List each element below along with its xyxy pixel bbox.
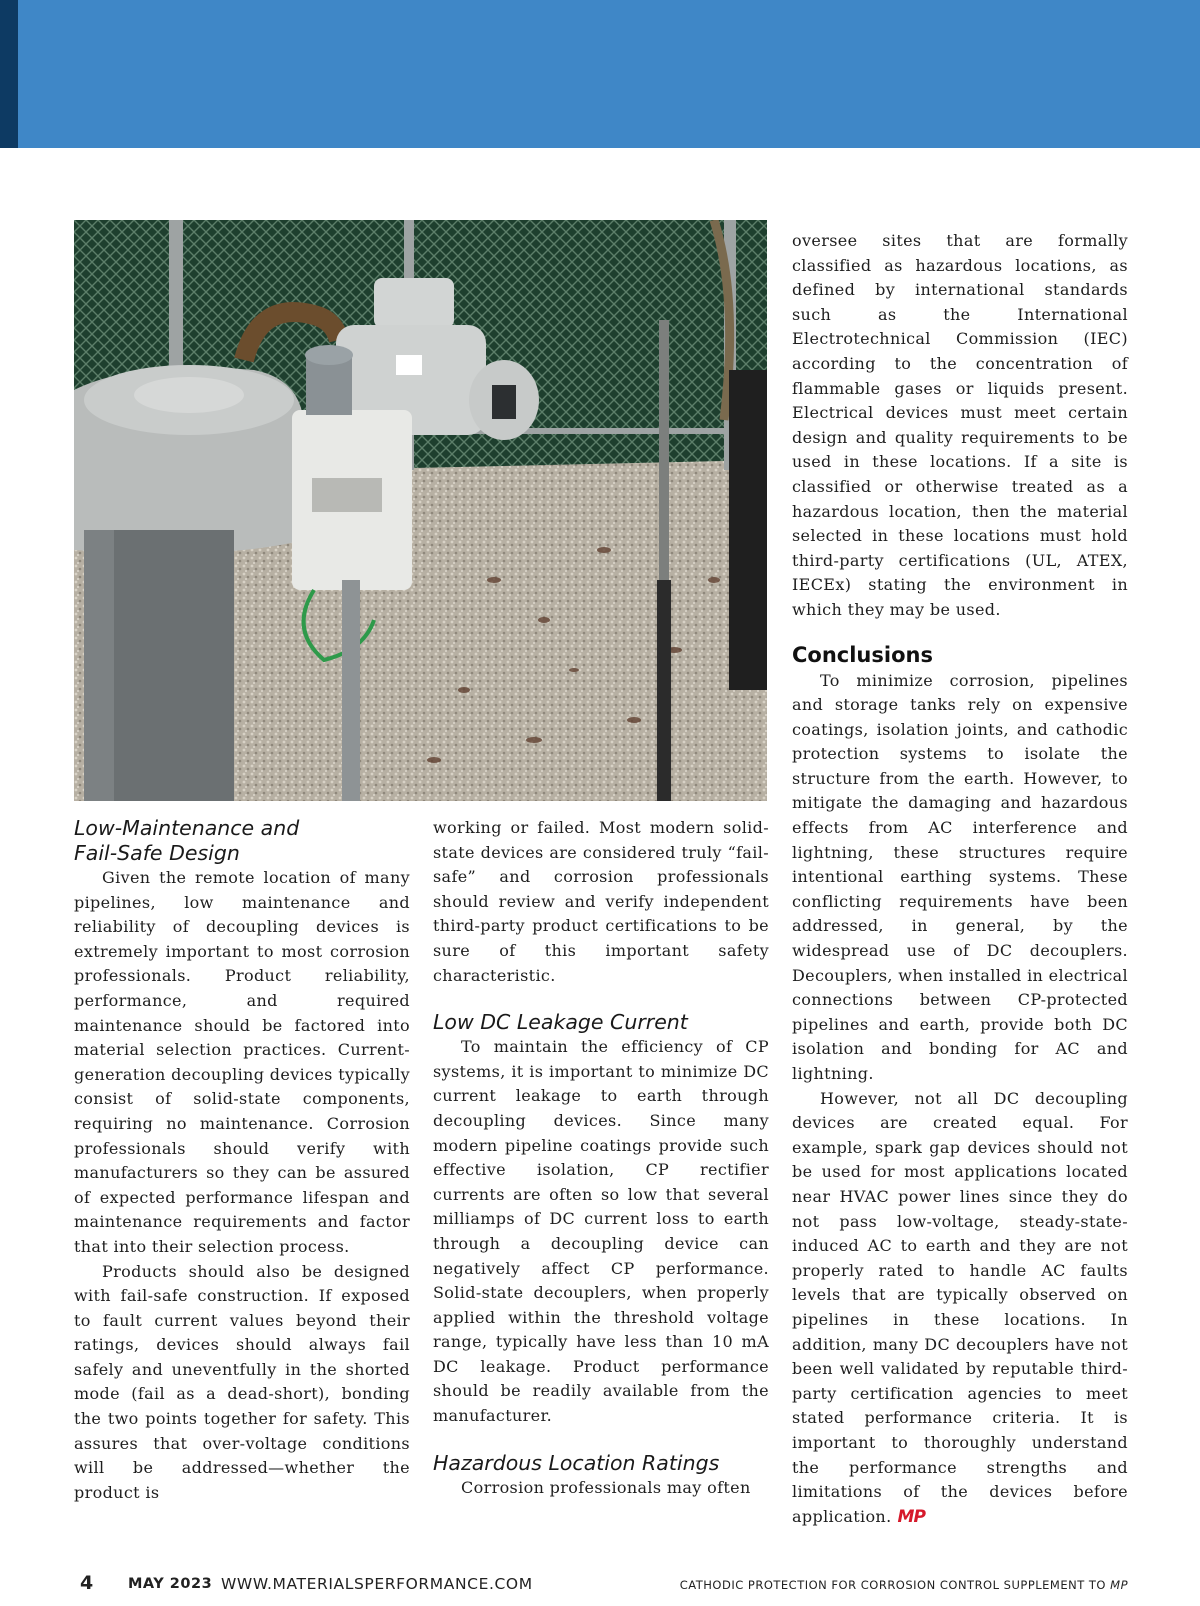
section-heading-hazardous: Hazardous Location Ratings	[433, 1450, 720, 1475]
section-heading-conclusions: Conclusions	[792, 642, 933, 667]
body-paragraph: To maintain the efficiency of CP systems, it is important to minimize DC current leakage to earth through decoupling devices. Since many modern pipeline coatings provide such effective isolation, CP rectifier currents are often so low that several milliamps of DC current loss to earth through a decoupling device can negatively affect CP performance. Solid-state decouplers, when properly applied within the threshold voltage range, typically have less than 10 mA DC leakage. Product performance should be readily available from the manufacturer.	[433, 1037, 769, 1426]
section-heading-low-maintenance	[74, 816, 410, 866]
supplement-title	[680, 1578, 1128, 1592]
article-photo	[74, 220, 767, 801]
body-paragraph: To minimize corrosion, pipelines and storage tanks rely on expensive coatings, isolation joints, and cathodic protection systems to isolate the structure from the earth. However, to mitigate the damaging and hazardous effects from AC interference and lightning, these structures require intentional earthing systems. These conflicting requirements have been addressed, in general, by the widespread use of DC decouplers. Decouplers, when installed in electrical connections between CP-protected pipelines and earth, provide both DC isolation and bonding for AC and lightning.	[792, 670, 1128, 1083]
header-band-edge	[0, 0, 18, 148]
column-2	[433, 816, 769, 1500]
website-url: WWW.MATERIALSPERFORMANCE.COM	[221, 1575, 533, 1593]
heading-line-2: Fail-Safe Design	[74, 841, 240, 865]
body-paragraph: Corrosion professionals may often	[461, 1477, 751, 1497]
column-3	[792, 229, 1128, 1529]
page-footer	[0, 1572, 1200, 1602]
paragraph-text: However, not all DC decoupling devices are created equal. For example, spark gap devices should not be used for most applications located near HVAC power lines since they do not pass low-voltage, steady-state-induced AC to earth and they are not properly rated to handle AC faults levels that are typically observed on pipelines in these locations. In addition, many DC decouplers have not been well validated by reputable third-party certification agencies to meet stated performance criteria. It is important to thoroughly understand the performance strengths and limitations of the devices before application.	[792, 1088, 1128, 1526]
header-band	[0, 0, 1200, 148]
body-paragraph: oversee sites that are formally classified as hazardous locations, as defined by international standards such as the International Electrotechnical Commission (IEC) according to the concentration of flammable gases or liquids present. Electrical devices must meet certain design and quality requirements to be used in these locations. If a site is classified or otherwise treated as a hazardous location, then the material selected in these locations must hold third-party certifications (UL, ATEX, IECEx) stating the environment in which they may be used.	[792, 231, 1128, 619]
body-paragraph: working or failed. Most modern solid-state devices are considered truly “fail-safe” and corrosion professionals should review and verify independent third-party product certifications to be sure of this important safety characteristic.	[433, 818, 769, 985]
column-1	[74, 816, 410, 1505]
supplement-mark: MP	[1110, 1578, 1128, 1592]
body-paragraph: Products should also be designed with fail-safe construction. If exposed to fault current values beyond their ratings, devices should always fail safely and uneventfully in the shorted mode (fail as a dead-short), bonding the two points together for safety. This assures that over-voltage conditions will be addressed—whether the product is	[74, 1261, 410, 1502]
section-heading-low-dc: Low DC Leakage Current	[433, 1010, 688, 1035]
supplement-text: CATHODIC PROTECTION FOR CORROSION CONTROL SUPPLEMENT TO	[679, 1578, 1106, 1592]
issue-date: MAY 2023	[128, 1576, 213, 1592]
body-paragraph	[792, 1087, 1128, 1530]
page-number: 4	[80, 1572, 94, 1594]
heading-line-1: Low-Maintenance and	[74, 816, 300, 840]
body-paragraph: Given the remote location of many pipelines, low maintenance and reliability of decoupling devices is extremely important to most corrosion professionals. Product reliability, performance, and required maintenance should be factored into material selection practices. Current-generation decoupling devices typically consist of solid-state components, requiring no maintenance. Corrosion professionals should verify with manufacturers so they can be assured of expected performance lifespan and maintenance requirements and factor that into their selection process.	[74, 868, 410, 1256]
mp-end-mark: MP	[897, 1506, 925, 1527]
